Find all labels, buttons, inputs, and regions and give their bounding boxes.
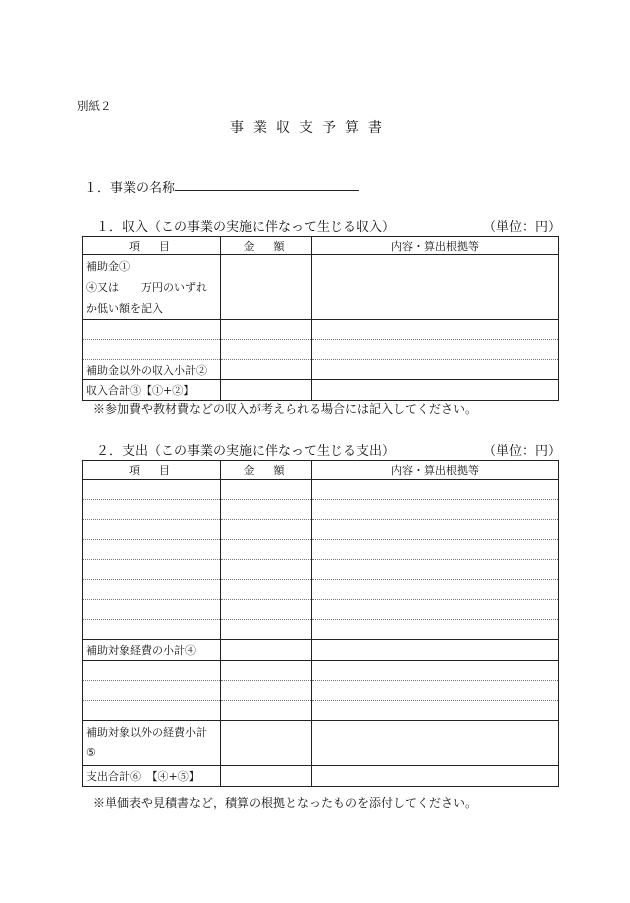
expense-row-non-eligible-subtotal [83,721,559,766]
income-blank-item[interactable] [83,340,221,360]
expense-non-eligible-label [83,721,221,766]
expense-heading: ２．支出（この事業の実施に伴なって生じる支出） [96,444,396,459]
expense-blank-item[interactable] [83,500,221,520]
expense-row-blank [83,560,559,580]
income-total-basis[interactable] [312,380,559,401]
income-unit: （単位：円） [483,220,562,235]
income-row-blank [83,340,559,360]
income-table [82,236,559,401]
expense-unit: （単位：円） [483,444,562,459]
expense-non-eligible-basis[interactable] [312,721,559,766]
expense-blank-amount[interactable] [221,681,312,701]
expense-blank-basis[interactable] [312,520,559,540]
expense-blank-basis[interactable] [312,681,559,701]
expense-note: ※単価表や見積書など，積算の根拠となったものを添付してください。 [93,796,478,810]
expense-non-eligible-amount[interactable] [221,721,312,766]
income-row-blank [83,320,559,340]
expense-blank-item[interactable] [83,661,221,681]
expense-blank-item[interactable] [83,620,221,640]
expense-non-eligible-line1: 補助対象以外の経費小計 [86,726,207,739]
income-row-total [83,380,559,401]
income-other-subtotal-basis[interactable] [312,360,559,380]
expense-blank-amount[interactable] [221,701,312,721]
income-subsidy-line3: か低い額を記入 [86,302,163,315]
expense-blank-amount[interactable] [221,540,312,560]
expense-col-item: 項 目 [83,461,221,480]
expense-blank-basis[interactable] [312,540,559,560]
expense-blank-item[interactable] [83,681,221,701]
expense-blank-item[interactable] [83,701,221,721]
expense-eligible-subtotal-label: 補助対象経費の小計④ [83,640,221,661]
expense-total-amount[interactable] [221,766,312,787]
income-blank-amount[interactable] [221,340,312,360]
income-blank-item[interactable] [83,320,221,340]
expense-blank-amount[interactable] [221,500,312,520]
expense-row-blank [83,480,559,500]
income-blank-basis[interactable] [312,340,559,360]
expense-blank-basis[interactable] [312,480,559,500]
income-header-row [83,237,559,255]
income-subsidy-line2: ④又は 万円のいずれ [86,281,207,294]
expense-blank-item[interactable] [83,540,221,560]
income-blank-basis[interactable] [312,320,559,340]
expense-blank-basis[interactable] [312,661,559,681]
expense-row-blank [83,540,559,560]
income-col-amount: 金 額 [221,237,312,255]
expense-table [82,460,559,787]
expense-row-blank [83,580,559,600]
expense-row-blank [83,661,559,681]
expense-blank-amount[interactable] [221,600,312,620]
expense-blank-item[interactable] [83,560,221,580]
expense-blank-amount[interactable] [221,661,312,681]
income-subsidy-basis[interactable] [312,255,559,320]
expense-row-blank [83,520,559,540]
expense-row-blank [83,681,559,701]
income-note: ※参加費や教材費などの収入が考えられる場合には記入してください。 [93,402,478,416]
expense-row-blank [83,701,559,721]
income-blank-amount[interactable] [221,320,312,340]
expense-blank-basis[interactable] [312,600,559,620]
project-name-label: １．事業の名称 [84,181,176,196]
expense-eligible-subtotal-basis[interactable] [312,640,559,661]
expense-blank-basis[interactable] [312,560,559,580]
income-col-item: 項 目 [83,237,221,255]
income-subsidy-amount[interactable] [221,255,312,320]
expense-blank-amount[interactable] [221,620,312,640]
expense-col-amount: 金 額 [221,461,312,480]
expense-blank-item[interactable] [83,520,221,540]
income-subsidy-label [83,255,221,320]
income-row-other-subtotal [83,360,559,380]
expense-total-label: 支出合計⑥ 【④+⑤】 [83,766,221,787]
expense-total-basis[interactable] [312,766,559,787]
expense-blank-basis[interactable] [312,701,559,721]
expense-blank-item[interactable] [83,580,221,600]
income-other-subtotal-amount[interactable] [221,360,312,380]
expense-row-blank [83,600,559,620]
expense-blank-basis[interactable] [312,580,559,600]
income-heading: １．収入（この事業の実施に伴なって生じる収入） [96,220,396,235]
expense-non-eligible-line2: ⑤ [86,746,96,759]
expense-blank-basis[interactable] [312,500,559,520]
attachment-label: 別紙２ [77,99,112,113]
expense-row-eligible-subtotal [83,640,559,661]
expense-row-blank [83,620,559,640]
expense-col-basis: 内容・算出根拠等 [312,461,559,480]
expense-blank-basis[interactable] [312,620,559,640]
income-row-subsidy [83,255,559,320]
expense-blank-amount[interactable] [221,480,312,500]
expense-eligible-subtotal-amount[interactable] [221,640,312,661]
expense-blank-amount[interactable] [221,560,312,580]
project-name-field[interactable] [175,190,359,191]
income-subsidy-line1: 補助金① [86,260,130,273]
income-col-basis: 内容・算出根拠等 [312,237,559,255]
income-total-label: 収入合計③【①+②】 [83,380,221,401]
expense-blank-amount[interactable] [221,580,312,600]
expense-blank-item[interactable] [83,600,221,620]
income-other-subtotal-label: 補助金以外の収入小計② [83,360,221,380]
expense-blank-item[interactable] [83,480,221,500]
document-title: 事業収支予算書 [230,120,391,136]
expense-blank-amount[interactable] [221,520,312,540]
expense-row-total [83,766,559,787]
expense-header-row [83,461,559,480]
income-total-amount[interactable] [221,380,312,401]
expense-row-blank [83,500,559,520]
